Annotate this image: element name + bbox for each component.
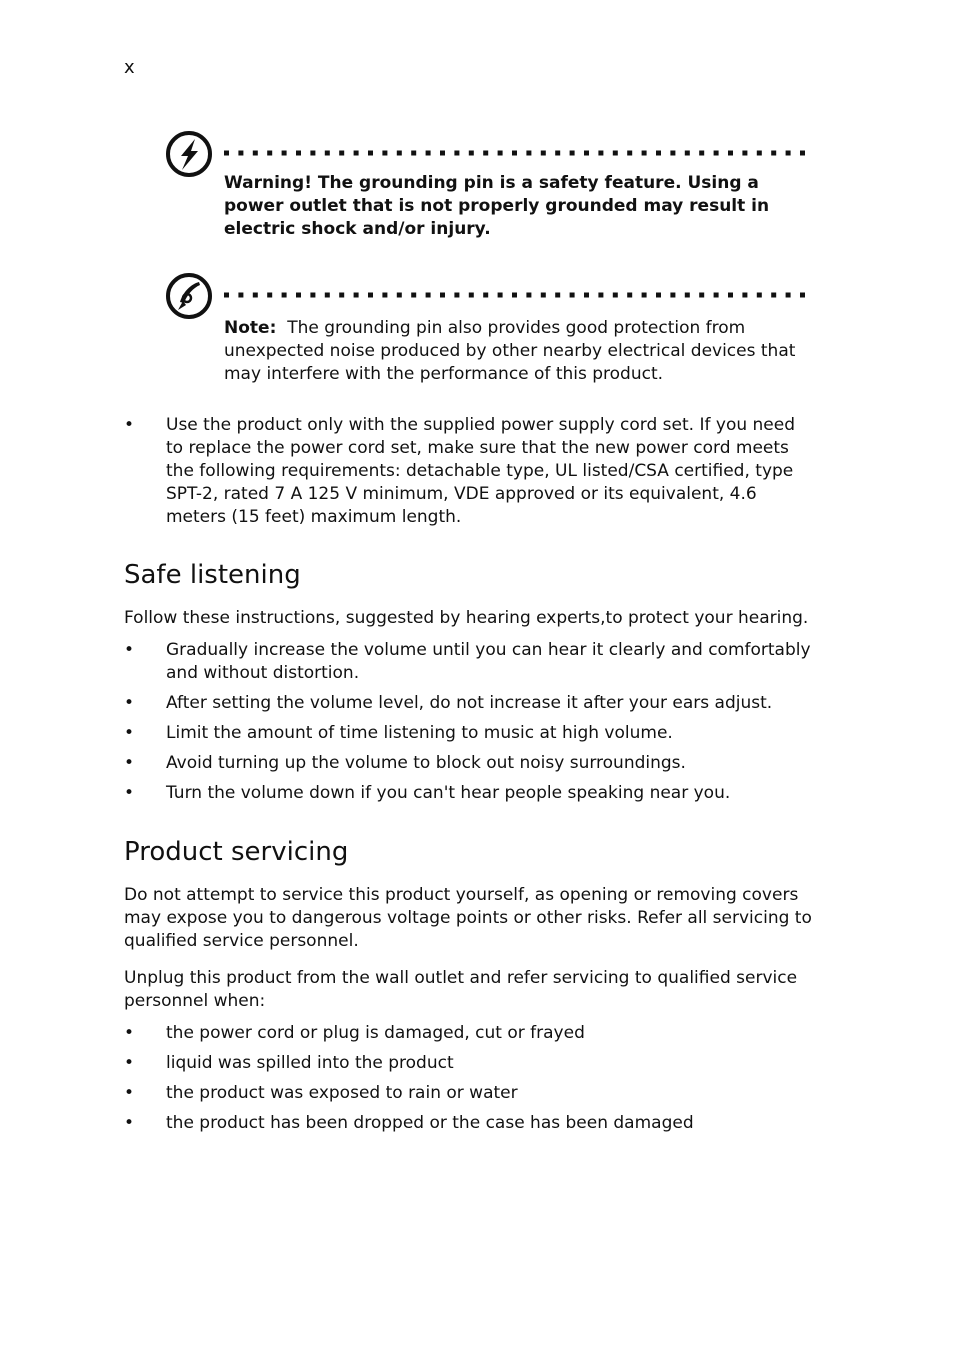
list-item bbox=[124, 1052, 814, 1075]
list-item bbox=[124, 1022, 814, 1045]
bullet-marker: • bbox=[124, 1023, 135, 1043]
product-servicing-para-1: Do not attempt to service this product yourself, as opening or removing covers may expose you to dangerous voltage points or other risks. Refer all servicing to qualified service personnel. bbox=[124, 885, 812, 951]
list-item-text: the product was exposed to rain or water bbox=[166, 1083, 518, 1103]
lightning-warning-icon bbox=[165, 130, 213, 178]
list-item bbox=[124, 692, 814, 715]
bullet-marker: • bbox=[124, 415, 135, 435]
warning-text: Warning! The grounding pin is a safety feature. Using a power outlet that is not properly grounded may result in electric shock and/or injury. bbox=[224, 173, 770, 239]
note-callout bbox=[165, 272, 810, 392]
bullet-marker: • bbox=[124, 783, 135, 803]
list-item bbox=[124, 414, 814, 529]
power-cord-list bbox=[124, 414, 814, 529]
section-heading-product-servicing: Product servicing bbox=[124, 837, 349, 867]
dotted-divider bbox=[224, 150, 810, 156]
list-item-text: Turn the volume down if you can't hear people speaking near you. bbox=[166, 783, 731, 803]
note-body: The grounding pin also provides good protection from unexpected noise produced by other nearby electrical devices that may interfere with the performance of this product. bbox=[224, 318, 796, 384]
bullet-marker: • bbox=[124, 1113, 135, 1133]
list-item bbox=[124, 1082, 814, 1105]
bullet-marker: • bbox=[124, 693, 135, 713]
list-item-text: After setting the volume level, do not increase it after your ears adjust. bbox=[166, 693, 773, 713]
list-item-text: the product has been dropped or the case has been damaged bbox=[166, 1113, 694, 1133]
note-label: Note: bbox=[224, 318, 277, 338]
list-item bbox=[124, 722, 814, 745]
safe-listening-intro: Follow these instructions, suggested by hearing experts,to protect your hearing. bbox=[124, 608, 809, 628]
note-text bbox=[224, 317, 808, 386]
bullet-marker: • bbox=[124, 1083, 135, 1103]
dotted-divider bbox=[224, 292, 810, 298]
list-item bbox=[124, 1112, 814, 1135]
list-item bbox=[124, 782, 814, 805]
safe-listening-list bbox=[124, 639, 814, 805]
bullet-marker: • bbox=[124, 753, 135, 773]
servicing-conditions-list bbox=[124, 1022, 814, 1135]
section-heading-safe-listening: Safe listening bbox=[124, 560, 301, 590]
list-item bbox=[124, 752, 814, 775]
list-item-text: Limit the amount of time listening to music at high volume. bbox=[166, 723, 673, 743]
product-servicing-para-2: Unplug this product from the wall outlet and refer servicing to qualified service personnel when: bbox=[124, 968, 798, 1011]
warning-callout bbox=[165, 130, 810, 250]
list-item-text: Avoid turning up the volume to block out noisy surroundings. bbox=[166, 753, 686, 773]
list-item-text: Gradually increase the volume until you can hear it clearly and comfortably and without distortion. bbox=[166, 640, 811, 683]
list-item-text: liquid was spilled into the product bbox=[166, 1053, 454, 1073]
note-pen-icon bbox=[165, 272, 213, 320]
list-item bbox=[124, 639, 814, 685]
list-item-text: Use the product only with the supplied power supply cord set. If you need to replace the power cord set, make sure that the new power cord meets the following requirements: detachable type, UL listed/CSA certified, type SPT-2, rated 7 A 125 V minimum, VDE approved or its equivalent, 4.6 meters (15 feet) maximum length. bbox=[166, 415, 795, 527]
bullet-marker: • bbox=[124, 723, 135, 743]
bullet-marker: • bbox=[124, 640, 135, 660]
page-number: x bbox=[124, 57, 135, 78]
list-item-text: the power cord or plug is damaged, cut or frayed bbox=[166, 1023, 585, 1043]
bullet-marker: • bbox=[124, 1053, 135, 1073]
